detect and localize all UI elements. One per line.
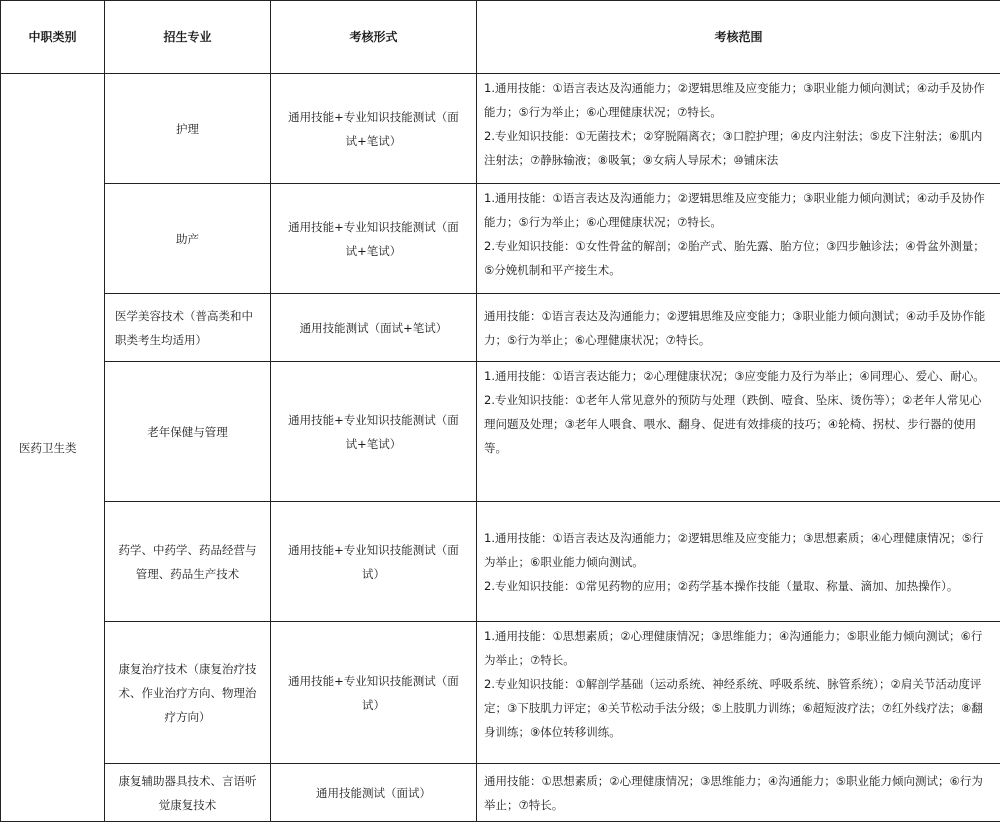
scope-line: 2.专业知识技能：①解剖学基础（运动系统、神经系统、呼吸系统、脉管系统）；②肩关节活动度评定；③下肢肌力评定；④关节松动手法分级；⑤上肢肌力训练；⑥超短波疗法；⑦红外线疗法；⑧翻身训练；⑨体位转移训练。 (484, 677, 983, 739)
table-row (1, 622, 1000, 764)
major-cell: 药学、中药学、药品经营与管理、药品生产技术 (105, 502, 271, 622)
scope-line: 2.专业知识技能：①常见药物的应用；②药学基本操作技能（量取、称量、滴加、加热操作）。 (484, 578, 959, 593)
major-cell: 助产 (105, 184, 271, 294)
scope-line: 1.通用技能：①语言表达及沟通能力；②逻辑思维及应变能力；③思想素质；④心理健康情况；⑤行为举止；⑥职业能力倾向测试。 (484, 530, 984, 569)
header-major: 招生专业 (105, 1, 271, 74)
table-row (1, 362, 1000, 502)
form-cell: 通用技能+专业知识技能测试（面试+笔试） (271, 184, 477, 294)
scope-line: 1.通用技能：①思想素质；②心理健康情况；③思维能力；④沟通能力；⑤职业能力倾向测试；⑥行为举止；⑦特长。 (484, 629, 983, 667)
form-cell: 通用技能+专业知识技能测试（面试） (271, 622, 477, 764)
scope-cell (477, 294, 1000, 362)
scope-cell (477, 622, 1000, 764)
scope-line: 1.通用技能：①语言表达能力；②心理健康状况；③应变能力及行为举止；④同理心、爱心、耐心。 (484, 369, 985, 383)
form-cell: 通用技能+专业知识技能测试（面试+笔试） (271, 362, 477, 502)
major-cell: 康复辅助器具技术、言语听觉康复技术 (105, 764, 271, 822)
header-scope: 考核范围 (477, 1, 1000, 74)
form-cell: 通用技能+专业知识技能测试（面试+笔试） (271, 74, 477, 184)
scope-line: 通用技能：①语言表达及沟通能力；②逻辑思维及应变能力；③职业能力倾向测试；④动手及协作能力；⑤行为举止；⑥心理健康状况；⑦特长。 (484, 308, 986, 347)
form-cell: 通用技能测试（面试） (271, 764, 477, 822)
header-category: 中职类别 (1, 1, 105, 74)
scope-line: 1.通用技能：①语言表达及沟通能力；②逻辑思维及应变能力；③职业能力倾向测试；④动手及协作能力；⑤行为举止；⑥心理健康状况；⑦特长。 (484, 81, 985, 119)
scope-cell (477, 184, 1000, 294)
scope-line: 2.专业知识技能：①无菌技术；②穿脱隔离衣；③口腔护理；④皮内注射法；⑤皮下注射法；⑥肌内注射法；⑦静脉输液；⑧吸氧；⑨女病人导尿术；⑩铺床法 (484, 129, 983, 167)
table-row (1, 184, 1000, 294)
scope-cell (477, 502, 1000, 622)
major-cell: 老年保健与管理 (105, 362, 271, 502)
header-form: 考核形式 (271, 1, 477, 74)
table-row (1, 74, 1000, 184)
scope-line: 2.专业知识技能：①老年人常见意外的预防与处理（跌倒、噎食、坠床、烫伤等）；②老年人常见心理问题及处理；③老年人喂食、喂水、翻身、促进有效排痰的技巧；④轮椅、拐杖、步行器的使用等。 (484, 393, 982, 455)
major-cell: 护理 (105, 74, 271, 184)
scope-line: 通用技能：①思想素质；②心理健康情况；③思维能力；④沟通能力；⑤职业能力倾向测试；⑥行为举止；⑦特长。 (484, 773, 983, 812)
table-row (1, 502, 1000, 622)
form-cell: 通用技能+专业知识技能测试（面试） (271, 502, 477, 622)
form-cell: 通用技能测试（面试+笔试） (271, 294, 477, 362)
major-cell: 医学美容技术（普高类和中职类考生均适用） (105, 294, 271, 362)
major-cell: 康复治疗技术（康复治疗技术、作业治疗方向、物理治疗方向） (105, 622, 271, 764)
scope-cell (477, 362, 1000, 502)
table-header-row (1, 1, 1000, 74)
scope-line: 1.通用技能：①语言表达及沟通能力；②逻辑思维及应变能力；③职业能力倾向测试；④动手及协作能力；⑤行为举止；⑥心理健康状况；⑦特长。 (484, 191, 985, 229)
table-row (1, 764, 1000, 822)
category-cell: 医药卫生类 (1, 74, 105, 822)
scope-cell (477, 764, 1000, 822)
scope-cell (477, 74, 1000, 184)
table-row (1, 294, 1000, 362)
scope-line: 2.专业知识技能：①女性骨盆的解剖；②胎产式、胎先露、胎方位；③四步触诊法；④骨盆外测量；⑤分娩机制和平产接生术。 (484, 239, 985, 277)
